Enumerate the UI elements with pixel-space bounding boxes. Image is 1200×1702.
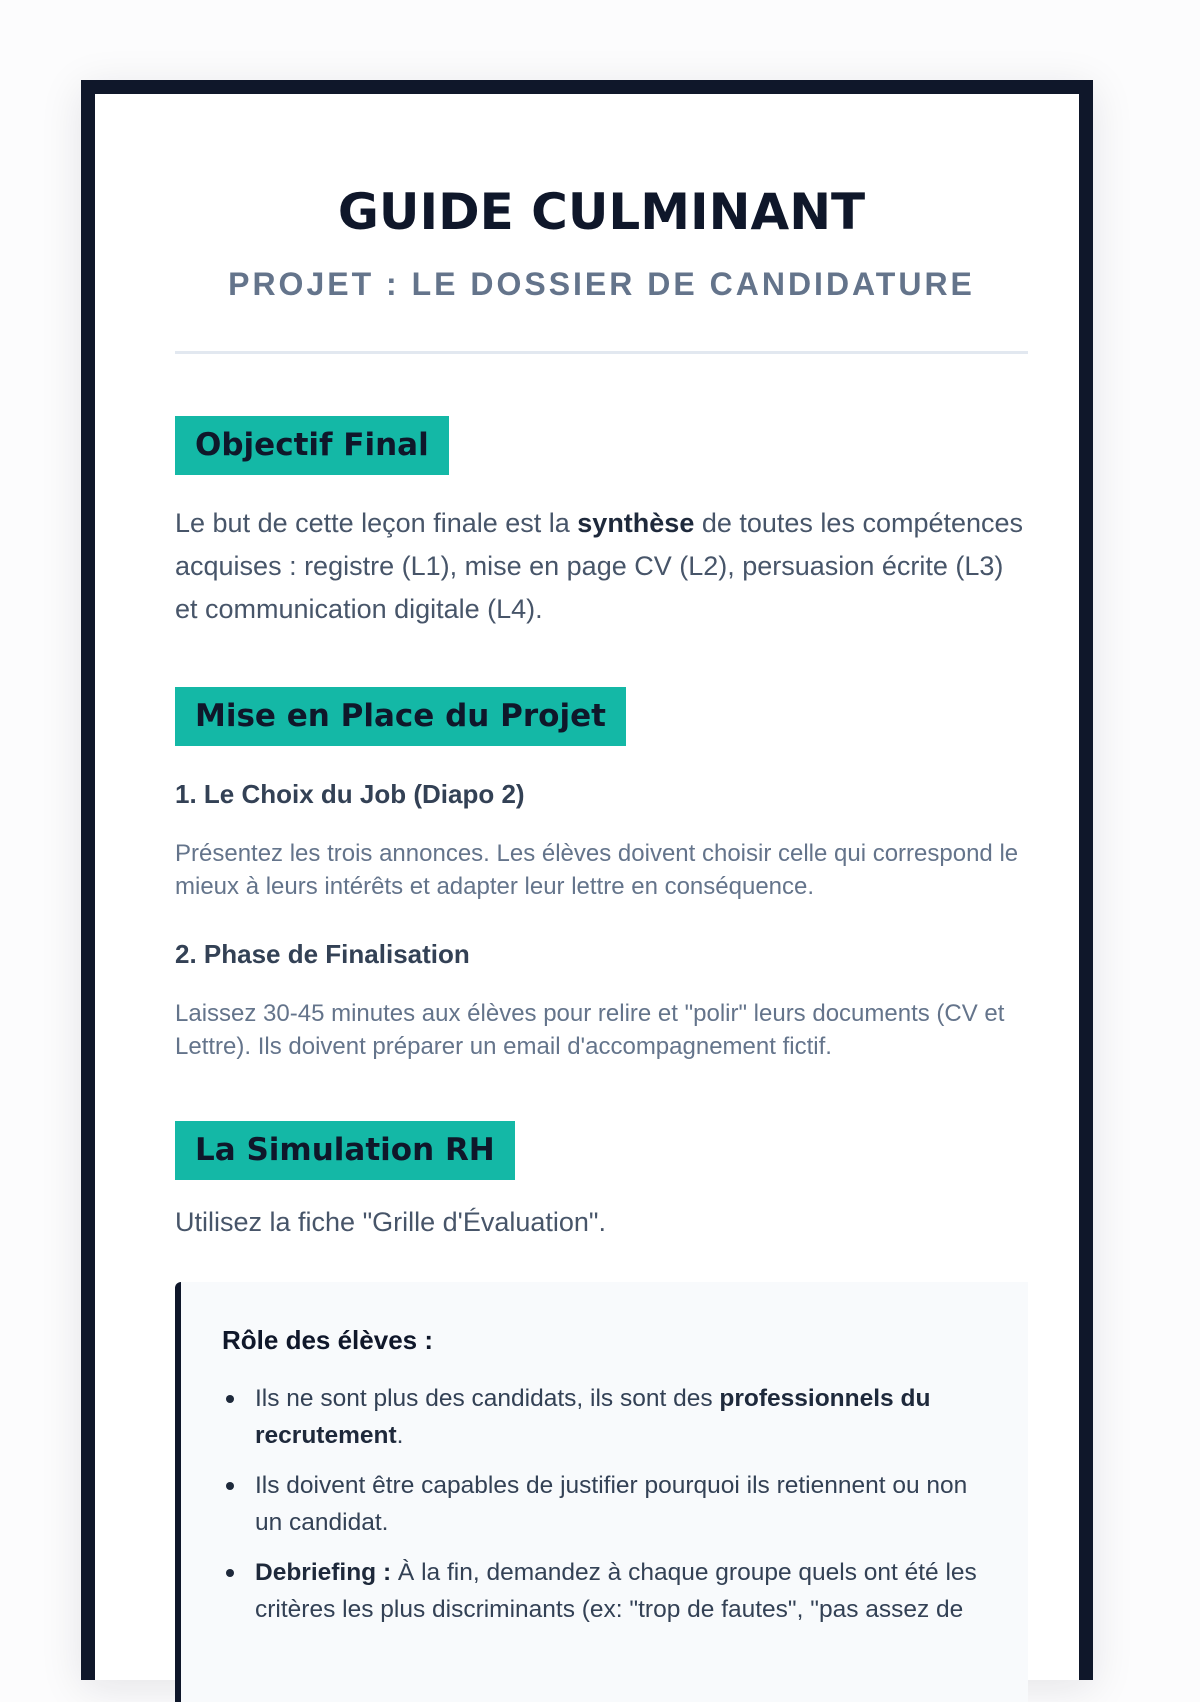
objective-text-end: de toutes les compétences acquises : registre (L1), mise en page CV (L2), persuasion écrite (L3) et communication digitale (L4). bbox=[175, 508, 1024, 624]
step2-title: 2. Phase de Finalisation bbox=[175, 939, 470, 969]
step1-title: 1. Le Choix du Job (Diapo 2) bbox=[175, 779, 525, 809]
list-item-text-start: Ils ne sont plus des candidats, ils sont des bbox=[255, 1385, 720, 1412]
callout-title: Rôle des élèves : bbox=[222, 1325, 433, 1355]
section-heading-objective: Objectif Final bbox=[175, 416, 449, 475]
bullet-icon bbox=[226, 1482, 234, 1490]
list-item-emphasis: Debriefing : bbox=[255, 1559, 392, 1586]
student-role-list bbox=[222, 1380, 992, 1641]
list-item-text-start: Ils doivent être capables de justifier pourquoi ils retiennent ou non un candidat. bbox=[255, 1472, 968, 1536]
list-item bbox=[222, 1467, 992, 1541]
bullet-icon bbox=[226, 1569, 234, 1577]
list-item bbox=[222, 1554, 992, 1628]
objective-paragraph bbox=[175, 502, 1028, 631]
student-role-callout bbox=[175, 1282, 1028, 1702]
document-page bbox=[81, 80, 1093, 1680]
document-title: GUIDE CULMINANT bbox=[337, 183, 866, 241]
step2-text: Laissez 30-45 minutes aux élèves pour relire et "polir" leurs documents (CV et Lettre). Ils doivent préparer un email d'accompagnement fictif. bbox=[175, 1000, 1005, 1060]
list-item-text-end: À la fin, demandez à chaque groupe quels ont été les critères les plus discriminants (ex: "trop de fautes", "pas assez de bbox=[255, 1559, 977, 1623]
section-heading-simulation: La Simulation RH bbox=[175, 1121, 515, 1180]
bullet-icon bbox=[226, 1395, 234, 1403]
step1-text: Présentez les trois annonces. Les élèves doivent choisir celle qui correspond le mieux à leurs intérêts et adapter leur lettre en conséquence. bbox=[175, 840, 1019, 900]
objective-text-emphasis: synthèse bbox=[577, 508, 695, 538]
section-heading-setup: Mise en Place du Projet bbox=[175, 687, 626, 746]
list-item bbox=[222, 1380, 992, 1454]
header-divider bbox=[175, 351, 1028, 354]
simulation-intro: Utilisez la fiche "Grille d'Évaluation". bbox=[175, 1207, 606, 1237]
list-item-emphasis: professionnels du recrutement bbox=[255, 1385, 931, 1449]
document-subtitle: PROJET : LE DOSSIER DE CANDIDATURE bbox=[228, 266, 975, 302]
objective-text-start: Le but de cette leçon finale est la bbox=[175, 508, 578, 538]
list-item-text-end: . bbox=[396, 1422, 404, 1449]
